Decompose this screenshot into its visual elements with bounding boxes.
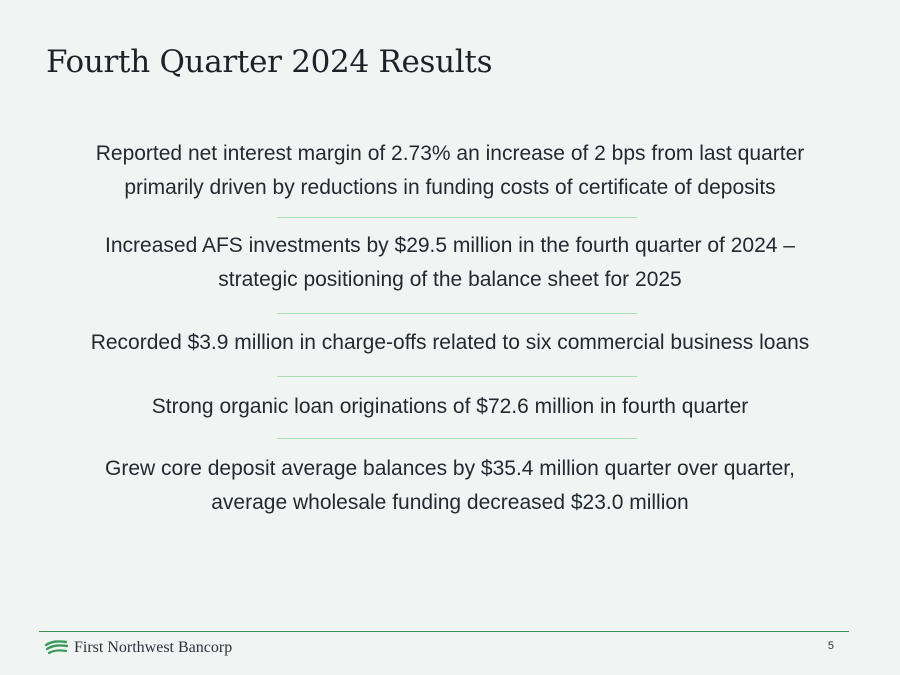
bullet-5-line-1: Grew core deposit average balances by $35.4 million quarter over quarter, [105,457,795,480]
bullet-3 [0,326,900,360]
bullet-4 [0,390,900,424]
bullet-5 [0,452,900,520]
bullet-2-line-1: Increased AFS investments by $29.5 million in the fourth quarter of 2024 – [105,234,795,257]
page-number: 5 [827,640,834,652]
bullet-5-line-2: average wholesale funding decreased $23.0 million [211,491,689,514]
divider [277,438,637,439]
bullet-2-line-2: strategic positioning of the balance sheet for 2025 [218,268,682,291]
bullet-1 [0,137,900,205]
wave-leaf-icon [44,639,70,657]
company-logo [44,636,232,660]
company-name: First Northwest Bancorp [74,639,233,656]
divider [277,313,637,314]
divider [277,217,637,218]
bullet-1-line-1: Reported net interest margin of 2.73% an increase of 2 bps from last quarter [95,142,805,165]
bullet-3-line-1: Recorded $3.9 million in charge-offs related to six commercial business loans [90,331,810,354]
bullet-1-line-2: primarily driven by reductions in funding costs of certificate of deposits [124,176,776,199]
slide-title: Fourth Quarter 2024 Results [46,44,493,80]
divider [277,376,637,377]
footer-rule [39,631,849,632]
bullet-2 [0,229,900,297]
bullet-4-line-1: Strong organic loan originations of $72.6 million in fourth quarter [151,395,749,418]
